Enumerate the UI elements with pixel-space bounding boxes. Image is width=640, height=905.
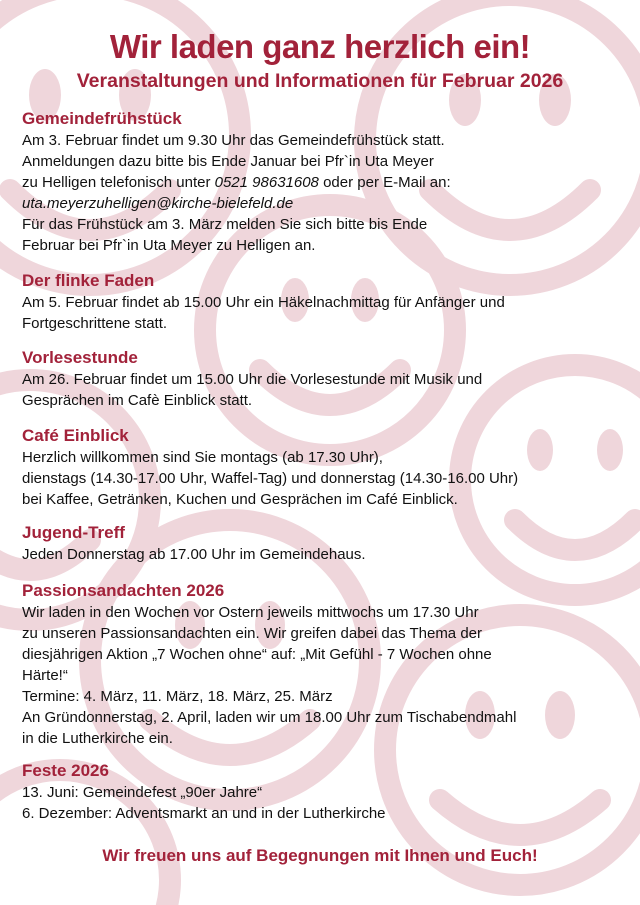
footer-message: Wir freuen uns auf Begegnungen mit Ihnen und Euch! bbox=[102, 846, 538, 865]
section-flinke-faden bbox=[22, 270, 622, 334]
section-text: Februar bei Pfr`in Uta Meyer zu Helligen an. bbox=[22, 237, 316, 254]
section-heading: Feste 2026 bbox=[22, 761, 109, 780]
section-text: Gesprächen im Cafè Einblick statt. bbox=[22, 392, 253, 409]
text-fragment: zu Helligen telefonisch unter bbox=[22, 174, 215, 191]
section-heading: Gemeindefrühstück bbox=[22, 109, 182, 128]
section-text: Jeden Donnerstag ab 17.00 Uhr im Gemeindehaus. bbox=[22, 546, 366, 563]
section-text: Anmeldungen dazu bitte bis Ende Januar bei Pfr`in Uta Meyer bbox=[22, 153, 434, 170]
text-fragment: oder per E-Mail an: bbox=[318, 174, 451, 191]
section-text: bei Kaffee, Getränken, Kuchen und Gesprächen im Café Einblick. bbox=[22, 491, 458, 508]
section-passionsandachten bbox=[22, 580, 622, 749]
section-heading: Der flinke Faden bbox=[22, 271, 155, 290]
section-text: Am 5. Februar findet ab 15.00 Uhr ein Häkelnachmittag für Anfänger und bbox=[22, 294, 505, 311]
section-text: Am 3. Februar findet um 9.30 Uhr das Gemeindefrühstück statt. bbox=[22, 132, 445, 149]
section-text: Härte!“ bbox=[22, 667, 68, 684]
section-text: Am 26. Februar findet um 15.00 Uhr die Vorlesestunde mit Musik und bbox=[22, 371, 483, 388]
email-address: uta.meyerzuhelligen@kirche-bielefeld.de bbox=[22, 195, 294, 212]
section-text: zu unseren Passionsandachten ein. Wir greifen dabei das Thema der bbox=[22, 625, 482, 642]
section-text: Termine: 4. März, 11. März, 18. März, 25. März bbox=[22, 688, 333, 705]
section-vorlesestunde bbox=[22, 347, 622, 411]
section-heading: Café Einblick bbox=[22, 426, 129, 445]
section-text: in die Lutherkirche ein. bbox=[22, 730, 173, 747]
section-cafe-einblick bbox=[22, 425, 622, 510]
section-text: Herzlich willkommen sind Sie montags (ab 17.30 Uhr), bbox=[22, 449, 383, 466]
page-title: Wir laden ganz herzlich ein! bbox=[109, 28, 531, 65]
section-text: Wir laden in den Wochen vor Ostern jeweils mittwochs um 17.30 Uhr bbox=[22, 604, 479, 621]
phone-number: 0521 98631608 bbox=[214, 174, 319, 191]
section-text: Für das Frühstück am 3. März melden Sie sich bitte bis Ende bbox=[22, 216, 428, 233]
section-heading: Vorlesestunde bbox=[22, 348, 138, 367]
section-text: 6. Dezember: Adventsmarkt an und in der Lutherkirche bbox=[22, 805, 386, 822]
section-text: An Gründonnerstag, 2. April, laden wir um 18.00 Uhr zum Tischabendmahl bbox=[22, 709, 517, 726]
section-text: diesjährigen Aktion „7 Wochen ohne“ auf: „Mit Gefühl - 7 Wochen ohne bbox=[22, 646, 492, 663]
section-feste bbox=[22, 760, 622, 824]
page-subtitle: Veranstaltungen und Informationen für Februar 2026 bbox=[76, 70, 564, 92]
section-heading: Passionsandachten 2026 bbox=[22, 581, 225, 600]
section-jugend-treff bbox=[22, 522, 622, 565]
section-gemeindefruehstueck bbox=[22, 108, 622, 256]
section-text: Fortgeschrittene statt. bbox=[22, 315, 168, 332]
section-text: dienstags (14.30-17.00 Uhr, Waffel-Tag) und donnerstag (14.30-16.00 Uhr) bbox=[22, 470, 519, 487]
section-heading: Jugend-Treff bbox=[22, 523, 125, 542]
section-text bbox=[22, 172, 622, 193]
section-text: 13. Juni: Gemeindefest „90er Jahre“ bbox=[22, 784, 263, 801]
